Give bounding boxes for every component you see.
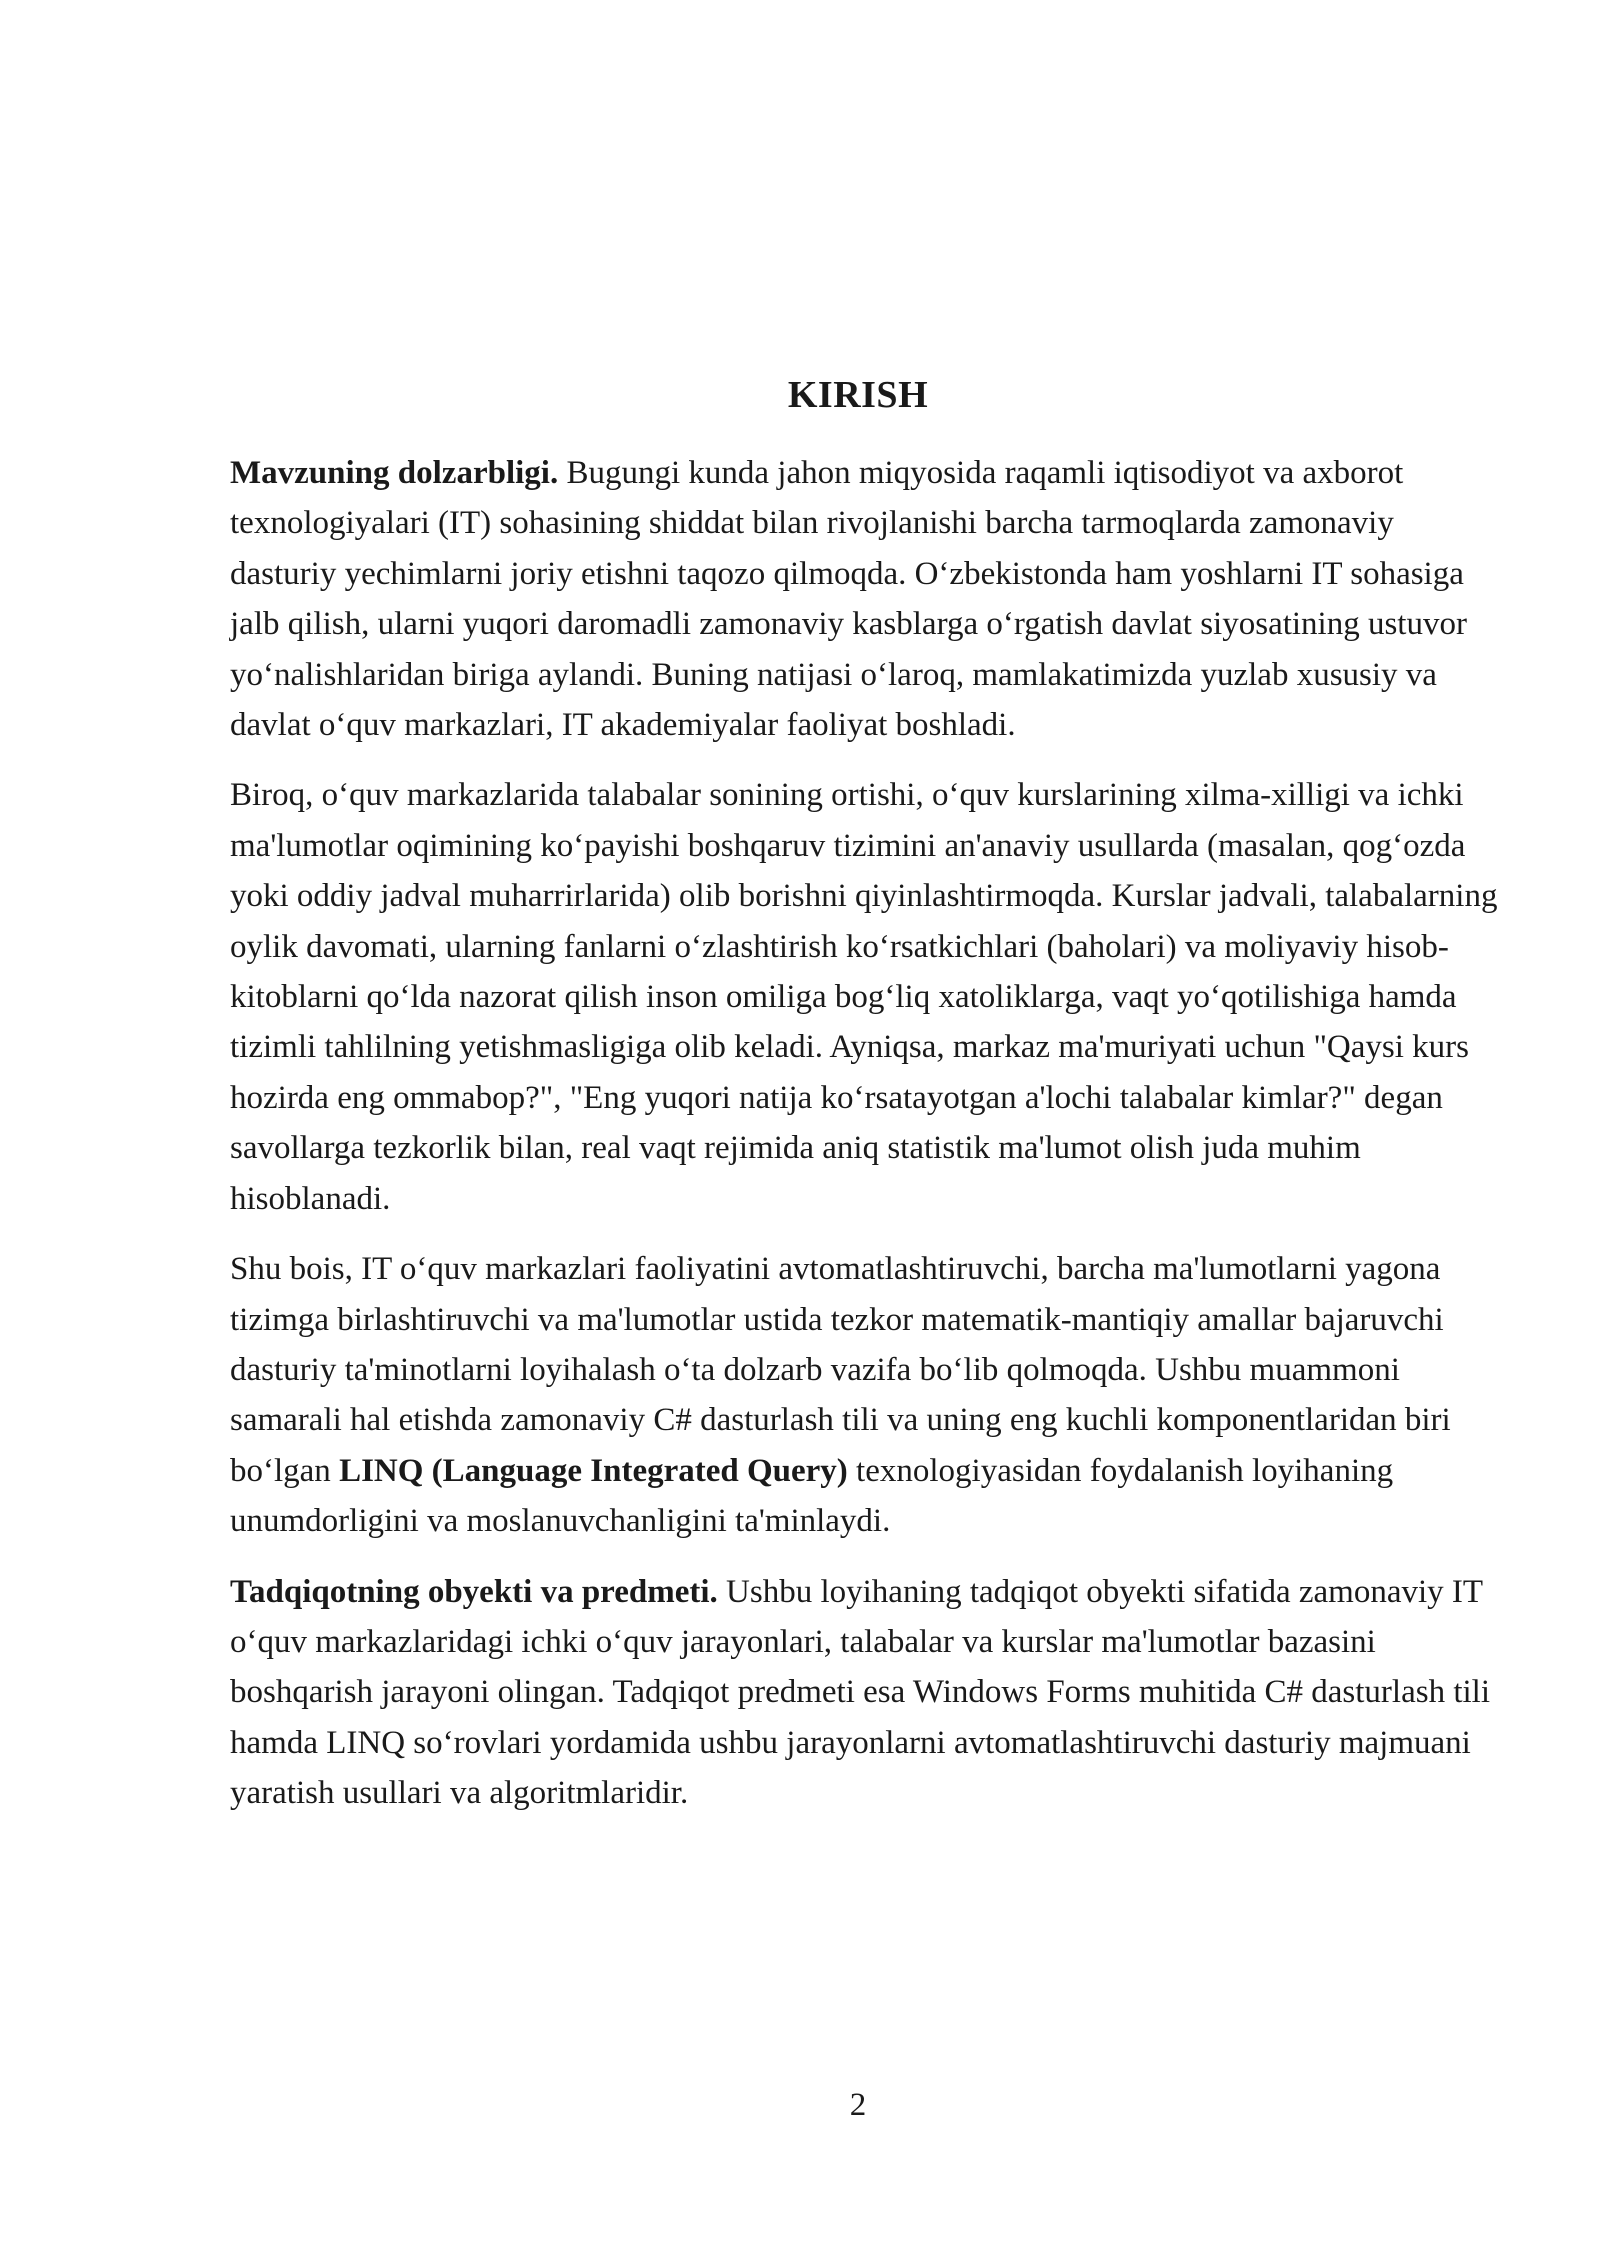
paragraph-text: Shu bois, IT o‘quv markazlari faoliyatini avtomatlashtiruvchi, barcha ma'lumotlarni yagona tizimga birlashtiruvchi va ma'lumotlar ustida tezkor matematik-mantiqiy amallar bajaruvchi dasturiy ta'minotlarni loyihalash o‘ta dolzarb vazifa bo‘lib qolmoqda. Ushbu muammoni samarali hal etishda zamonaviy C# dasturlash tili va uning eng kuchli komponentlaridan biri bo‘lgan <box>230 1251 1451 1489</box>
paragraph-text: Biroq, o‘quv markazlarida talabalar sonining ortishi, o‘quv kurslarining xilma-xilligi va ichki ma'lumotlar oqimining ko‘payishi boshqaruv tizimini an'anaviy usullarda (masalan, qog‘ozda yoki oddiy jadval muharrirlarida) olib borishni qiyinlashtirmoqda. Kurslar jadvali, talabalarning oylik davomati, ularning fanlarni o‘zlashtirish ko‘rsatkichlari (baholari) va moliyaviy hisob-kitoblarni qo‘lda nazorat qilish inson omiliga bog‘liq xatoliklarga, vaqt yo‘qotilishiga hamda tizimli tahlilning yetishmasligiga olib keladi. Ayniqsa, markaz ma'muriyati uchun "Qaysi kurs hozirda eng ommabop?", "Eng yuqori natija ko‘rsatayotgan a'lochi talabalar kimlar?" degan savollarga tezkorlik bilan, real vaqt rejimida aniq statistik ma'lumot olish juda muhim hisoblanadi. <box>230 777 1498 1217</box>
paragraph-lead: Tadqiqotning obyekti va predmeti. <box>230 1573 718 1610</box>
paragraph-text: texnologiyasidan foydalanish loyihaning unumdorligini va moslanuvchanligini ta'minlaydi. <box>230 1452 1394 1540</box>
paragraph-lead: Mavzuning dolzarbligi. <box>230 455 559 491</box>
paragraph-text: Bugungi kunda jahon miqyosida raqamli iqtisodiyot va axborot texnologiyalari (IT) sohasining shiddat bilan rivojlanishi barcha tarmoqlarda zamonaviy dasturiy yechimlarni joriy etishni taqozo qilmoqda. O‘zbekistonda ham yoshlarni IT sohasiga jalb qilish, ularni yuqori daromadli zamonaviy kasblarga o‘rgatish davlat siyosatining ustuvor yo‘nalishlaridan biriga aylandi. Buning natijasi o‘laroq, mamlakatimizda yuzlab xususiy va davlat o‘quv markazlari, IT akademiyalar faoliyat boshladi. <box>230 455 1467 744</box>
page-number: 2 <box>849 2087 867 2123</box>
paragraph-relevance <box>230 448 1500 750</box>
paragraph-problem <box>230 770 1500 1224</box>
body-text <box>230 448 1500 1839</box>
paragraph-text: Ushbu loyihaning tadqiqot obyekti sifatida zamonaviy IT o‘quv markazlaridagi ichki o‘quv jarayonlari, talabalar va kurslar ma'lumotlar bazasini boshqarish jarayoni olingan. Tadqiqot predmeti esa Windows Forms muhitida C# dasturlash tili hamda LINQ so‘rovlari yordamida ushbu jarayonlarni avtomatlashtiruvchi dasturiy majmuani yaratish usullari va algoritmlaridir. <box>230 1573 1490 1812</box>
paragraph-object-subject <box>230 1567 1500 1819</box>
paragraph-solution <box>230 1244 1500 1546</box>
paragraph-bold-term: LINQ (Language Integrated Query) <box>339 1452 848 1489</box>
section-title: KIRISH <box>787 374 929 416</box>
